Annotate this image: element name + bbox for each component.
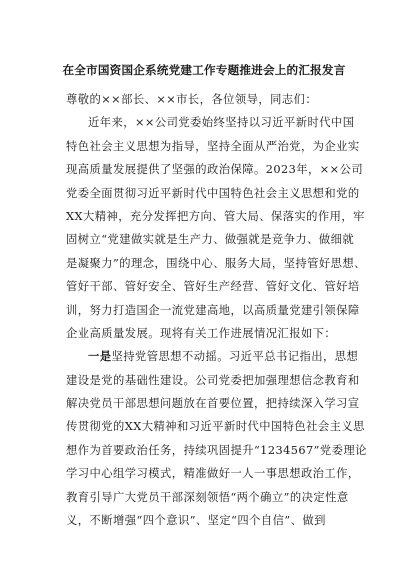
paragraph-line: 义，不断增强“四个意识”、坚定“四个自信”、做到 [66, 514, 326, 528]
paragraph-line: 近年来，××公司党委始终坚持以习近平新时代中国 [88, 116, 355, 130]
paragraph-line: 管好干部、管好安全、管好生产经营、管好文化、管好培 [66, 280, 360, 294]
section-lead-text: 坚持党管思想不动摇。习近平总书记指出，思想 [111, 350, 359, 364]
paragraph-line: 训，努力打造国企一流党建高地，以高质量党建引领保障 [66, 303, 360, 317]
paragraph-line: 特色社会主义思想为指导，坚持全面从严治党，为企业实 [66, 139, 360, 153]
paragraph-line: 固树立“党建做实就是生产力、做强就是竞争力、做细就 [66, 233, 355, 247]
section-lead: 一是 [88, 349, 112, 364]
document-body [66, 88, 367, 532]
paragraph-line: 建设是党的基础性建设。公司党委把加强理想信念教育和 [66, 373, 360, 387]
section-one-first-line [66, 345, 359, 368]
paragraph-line: 党委全面贯彻习近平新时代中国特色社会主义思想和党的 [66, 186, 360, 200]
paragraph-line: 学习中心组学习模式，精准做好一人一事思想政治工作， [66, 467, 360, 481]
paragraph-line: 企业高质量发展。现将有关工作进展情况汇报如下： [66, 326, 337, 340]
paragraph-line: 传贯彻党的XX大精神和习近平新时代中国特色社会主义思 [66, 420, 365, 434]
document-title: 在全市国资国企系统党建工作专题推进会上的汇报发言 [62, 63, 346, 77]
paragraph-line: XX大精神，充分发挥把方向、管大局、保落实的作用，牢 [66, 209, 365, 223]
paragraph-line: 现高质量发展提供了坚强的政治保障。2023年，××公司 [66, 163, 364, 177]
paragraph-line: 想作为首要政治任务，持续巩固提升“1234567”党委理论 [66, 443, 367, 457]
salutation-line: 尊敬的××部长、××市长，各位领导，同志们： [66, 93, 318, 106]
paragraph-line: 解决党员干部思想问题放在首要位置，把持续深入学习宣 [66, 397, 360, 411]
paragraph-line: 教育引导广大党员干部深刻领悟“两个确立”的决定性意 [66, 490, 349, 504]
paragraph-line: 是凝聚力”的理念，围绕中心、服务大局，坚持管好思想、 [66, 256, 366, 270]
